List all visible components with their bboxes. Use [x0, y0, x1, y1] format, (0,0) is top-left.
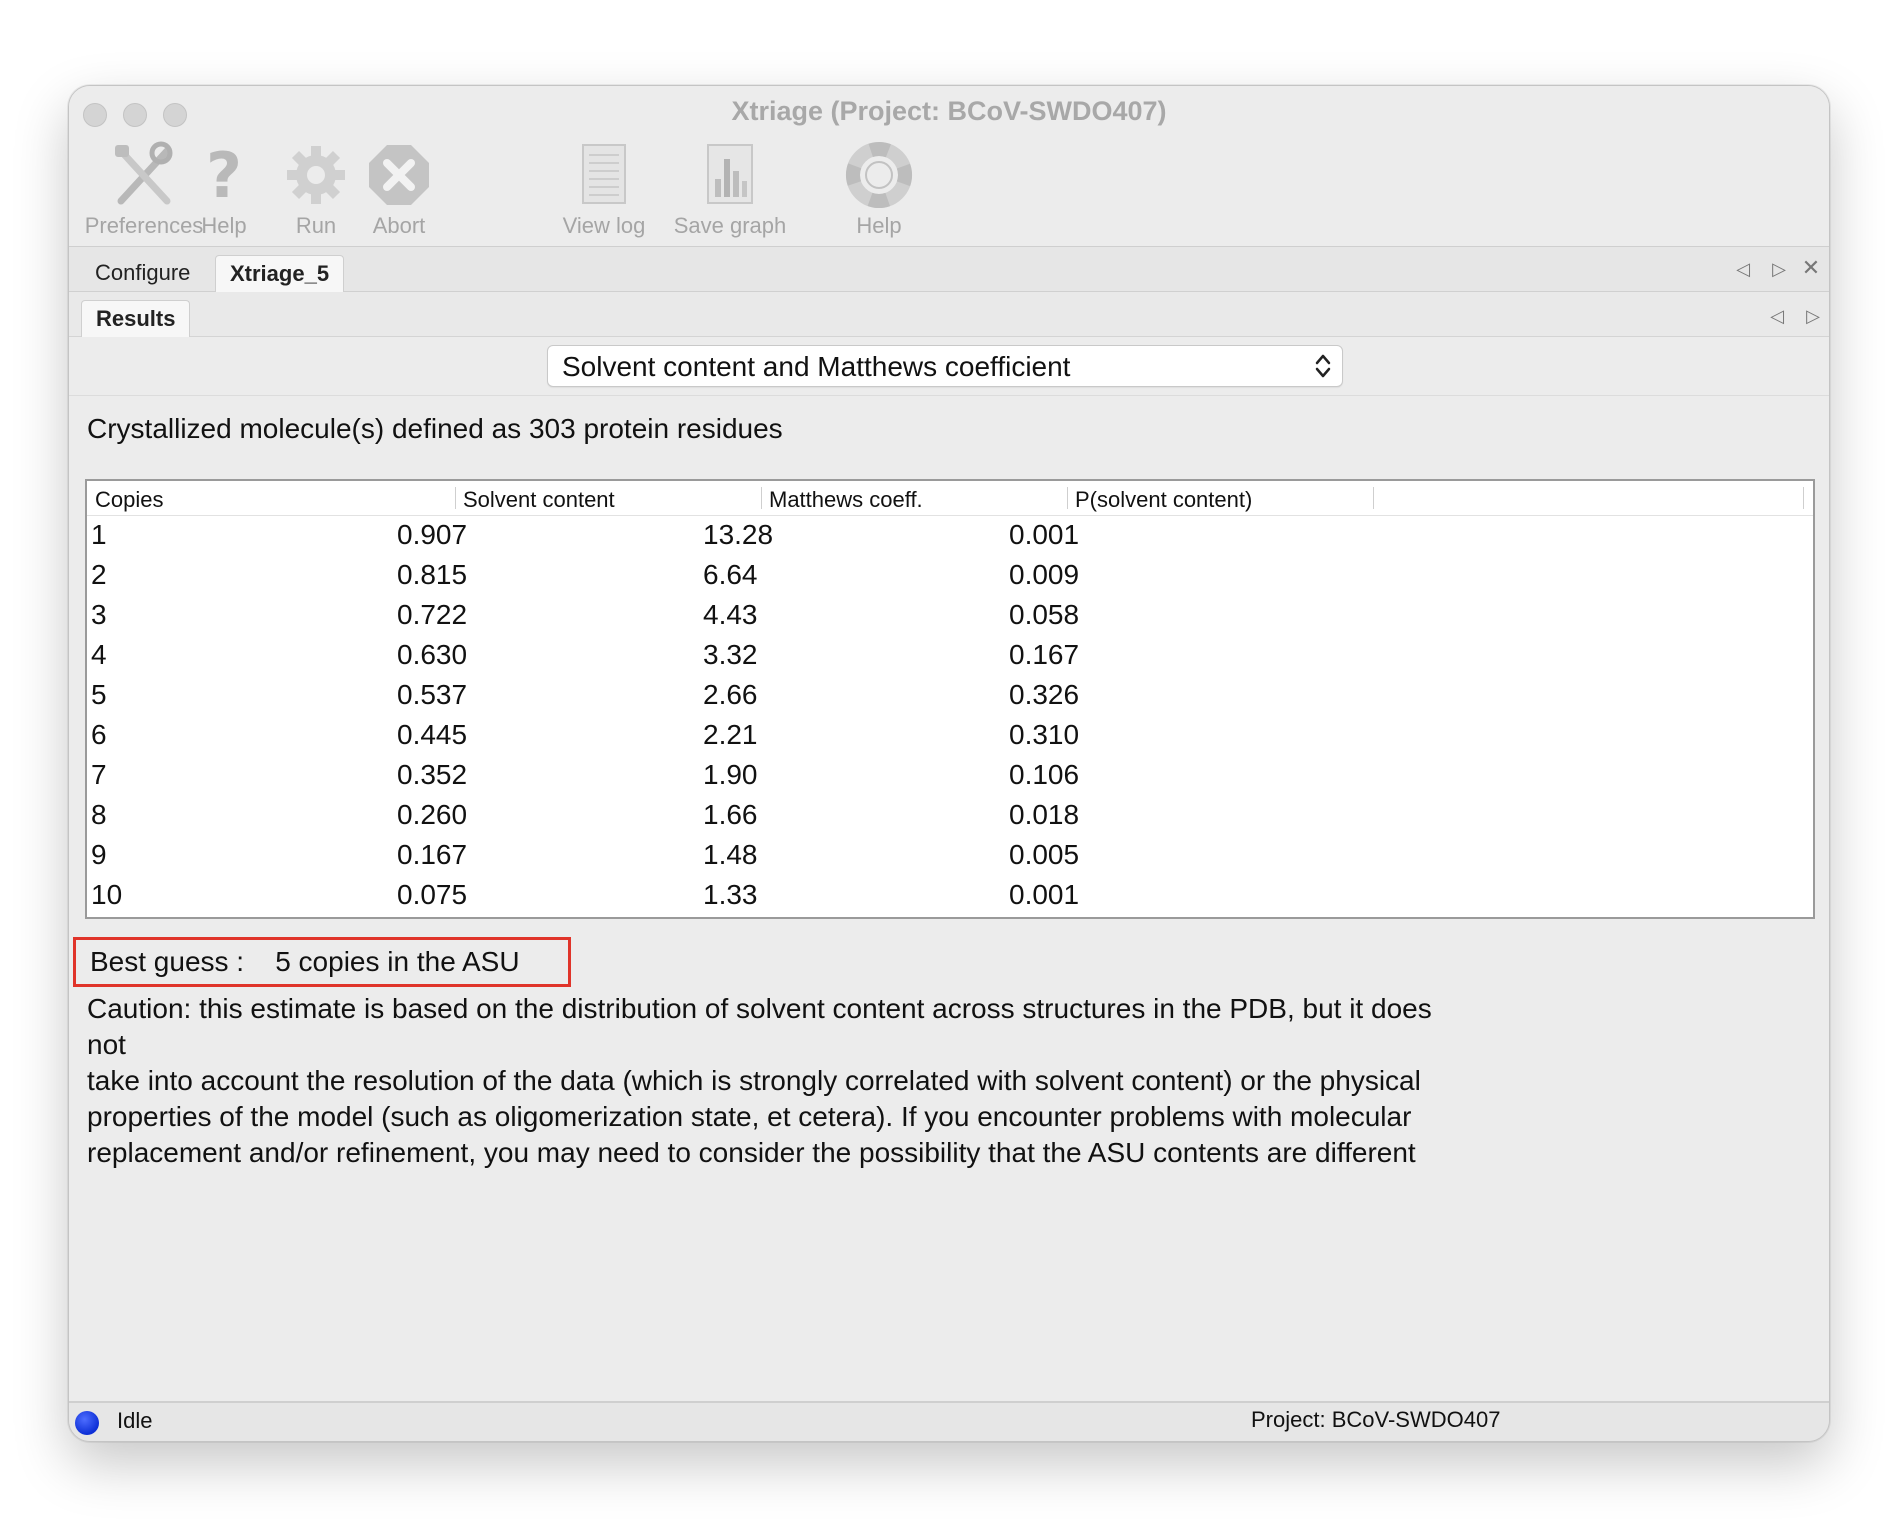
tab-bar [69, 247, 1829, 292]
title-toolbar-area [69, 86, 1829, 247]
subtab-bar [69, 292, 1829, 337]
table-cell: 6.64 [703, 559, 758, 590]
tab-scroll-left-icon[interactable]: ◁ [1736, 259, 1750, 279]
table-cell: 13.28 [703, 519, 774, 550]
table-cell: 3 [91, 599, 107, 630]
table-cell: 0.260 [397, 799, 468, 830]
tab-scroll-right-icon[interactable]: ▷ [1772, 259, 1786, 279]
svg-text:?: ? [206, 141, 242, 209]
view-log-label: View log [562, 213, 646, 238]
tab-xtriage-5[interactable]: Xtriage_5 [215, 255, 344, 292]
table-cell: 4.43 [703, 599, 758, 630]
table-cell: 1.48 [703, 839, 758, 870]
select-arrows-icon [1314, 352, 1332, 380]
table-cell: 0.537 [397, 679, 468, 710]
table-cell: 0.075 [397, 879, 468, 910]
table-cell: 4 [91, 639, 107, 670]
table-row[interactable] [87, 635, 1813, 675]
status-text: Idle [117, 1408, 153, 1433]
status-indicator-icon [75, 1411, 99, 1435]
tab-configure[interactable]: Configure [95, 260, 191, 285]
tab-close-icon[interactable]: ✕ [1801, 255, 1821, 280]
column-separator [1067, 487, 1068, 509]
table-cell: 2 [91, 559, 107, 590]
molecule-definition-text: Crystallized molecule(s) defined as 303 protein residues [87, 413, 783, 444]
table-cell: 2.66 [703, 679, 758, 710]
log-icon [579, 141, 629, 209]
table-cell: 0.167 [397, 839, 468, 870]
table-cell: 0.001 [1009, 519, 1080, 550]
caution-line: replacement and/or refinement, you may need to consider the possibility that the ASU contents are different [87, 1137, 1416, 1168]
table-row[interactable] [87, 875, 1813, 915]
gear-icon [285, 141, 347, 209]
table-row[interactable] [87, 715, 1813, 755]
table-cell: 1.33 [703, 879, 758, 910]
table-cell: 0.326 [1009, 679, 1080, 710]
table-cell: 0.018 [1009, 799, 1080, 830]
preferences-label: Preferences [84, 213, 204, 238]
abort-icon [365, 141, 433, 209]
table-row[interactable] [87, 675, 1813, 715]
table-cell: 1.66 [703, 799, 758, 830]
table-cell: 0.722 [397, 599, 468, 630]
table-row[interactable] [87, 555, 1813, 595]
save-graph-button[interactable] [665, 141, 795, 241]
table-cell: 0.907 [397, 519, 468, 550]
table-cell: 0.445 [397, 719, 468, 750]
table-cell: 0.167 [1009, 639, 1080, 670]
results-panel [69, 337, 1829, 1403]
help-lifebuoy-button[interactable] [839, 141, 919, 241]
column-separator [1373, 487, 1374, 509]
caution-line: properties of the model (such as oligomerization state, et cetera). If you encounter problems with molecular [87, 1101, 1412, 1132]
app-window [68, 85, 1830, 1442]
save-graph-label: Save graph [673, 213, 787, 238]
table-cell: 1.90 [703, 759, 758, 790]
divider [69, 395, 1829, 396]
table-cell: 0.009 [1009, 559, 1080, 590]
table-cell: 0.352 [397, 759, 468, 790]
graph-icon [705, 141, 755, 209]
table-cell: 10 [91, 879, 123, 910]
column-separator [761, 487, 762, 509]
table-cell: 0.001 [1009, 879, 1080, 910]
best-guess-box [73, 937, 571, 987]
caution-line: take into account the resolution of the data (which is strongly correlated with solvent content) or the physical [87, 1065, 1421, 1096]
section-select-value: Solvent content and Matthews coefficient [562, 351, 1071, 382]
table-row[interactable] [87, 835, 1813, 875]
table-row[interactable] [87, 515, 1813, 555]
tools-icon [109, 141, 179, 209]
abort-button[interactable] [359, 141, 439, 241]
column-header-p-solvent-content[interactable]: P(solvent content) [1075, 487, 1253, 512]
table-cell: 0.058 [1009, 599, 1080, 630]
column-header-solvent-content[interactable]: Solvent content [463, 487, 615, 512]
subtab-scroll-right-icon[interactable]: ▷ [1806, 306, 1820, 326]
status-project: Project: BCoV-SWDO407 [1251, 1407, 1501, 1432]
table-cell: 1 [91, 519, 107, 550]
table-cell: 0.815 [397, 559, 468, 590]
matthews-table[interactable] [85, 479, 1815, 919]
table-cell: 0.106 [1009, 759, 1080, 790]
window-title: Xtriage (Project: BCoV-SWDO407) [731, 96, 1167, 126]
table-cell: 9 [91, 839, 107, 870]
table-cell: 6 [91, 719, 107, 750]
caution-text [87, 991, 1597, 1171]
table-cell: 3.32 [703, 639, 758, 670]
table-header [87, 481, 1813, 516]
lifebuoy-icon [845, 141, 913, 209]
table-cell: 0.630 [397, 639, 468, 670]
table-row[interactable] [87, 595, 1813, 635]
table-cell: 2.21 [703, 719, 758, 750]
table-row[interactable] [87, 755, 1813, 795]
table-cell: 0.310 [1009, 719, 1080, 750]
view-log-button[interactable] [554, 141, 654, 241]
tab-results[interactable]: Results [81, 300, 190, 337]
status-bar [69, 1401, 1829, 1441]
section-select[interactable] [547, 345, 1343, 387]
table-cell: 8 [91, 799, 107, 830]
help-button[interactable] [184, 141, 264, 241]
run-label: Run [295, 213, 337, 238]
column-header-matthews-coeff[interactable]: Matthews coeff. [769, 487, 923, 512]
table-cell: 0.005 [1009, 839, 1080, 870]
abort-label: Abort [372, 213, 426, 238]
best-guess-text: Best guess : 5 copies in the ASU [90, 946, 520, 977]
column-separator [1803, 487, 1804, 509]
table-cell: 7 [91, 759, 107, 790]
help-lifebuoy-label: Help [856, 213, 902, 238]
table-row[interactable] [87, 795, 1813, 835]
question-icon [199, 141, 249, 209]
column-header-copies[interactable]: Copies [95, 487, 164, 512]
column-separator [455, 487, 456, 509]
help-label: Help [201, 213, 247, 238]
table-cell: 5 [91, 679, 107, 710]
caution-line: not [87, 1029, 126, 1060]
subtab-scroll-left-icon[interactable]: ◁ [1770, 306, 1784, 326]
caution-line: Caution: this estimate is based on the distribution of solvent content across structures in the PDB, but it does [87, 993, 1432, 1024]
run-button[interactable] [281, 141, 351, 241]
